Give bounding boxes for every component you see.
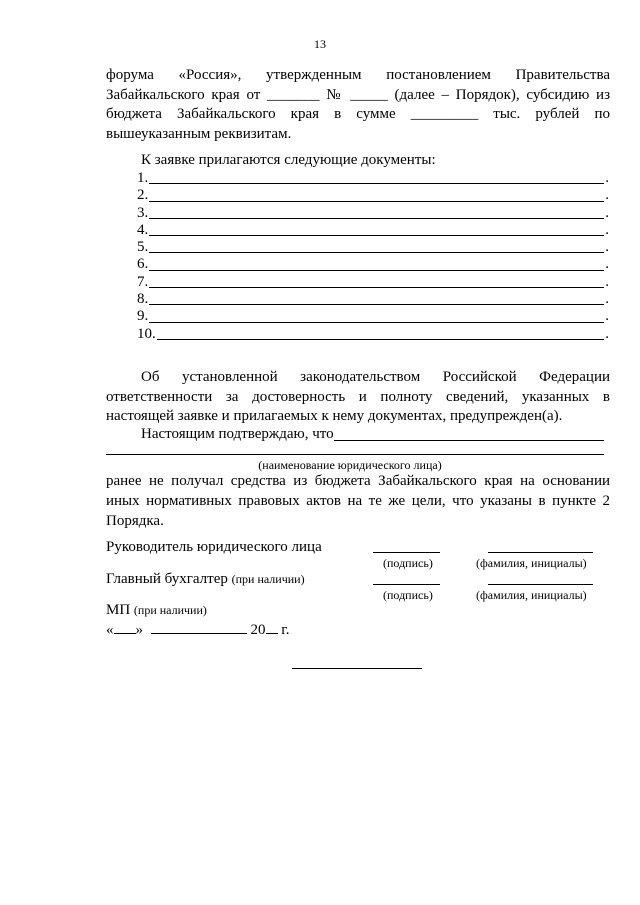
responsibility-line-3: настоящей заявке и прилагаемых к нему документах, предупрежден(а). — [106, 408, 563, 424]
attachment-item: 7. . — [137, 273, 609, 290]
received-line-2: иных нормативных правовых актов на те же цели, что указаны в пункте 2 — [106, 493, 610, 509]
received-line-1: ранее не получал средства из бюджета Забайкальского края на основании — [106, 473, 610, 489]
page-number: 13 — [314, 37, 326, 51]
attachment-item: 4. . — [137, 221, 609, 238]
received-paragraph — [106, 471, 610, 531]
intro-line-2: Забайкальского края от _______ № _____ (далее – Порядок), субсидию из — [106, 86, 610, 103]
intro-line-3: бюджета Забайкальского края в сумме _________ тыс. рублей по — [106, 106, 610, 122]
stamp-label: МП — [106, 602, 131, 618]
attachment-blank-line[interactable] — [149, 169, 604, 184]
head-signature-line[interactable] — [373, 552, 440, 553]
head-label: Руководитель юридического лица — [106, 539, 322, 555]
accountant-label-row — [106, 570, 305, 588]
intro-line-1: форума «Россия», утвержденным постановлением Правительства — [106, 67, 610, 83]
attachment-blank-line[interactable] — [149, 308, 604, 323]
accountant-note: (при наличии) — [231, 572, 305, 586]
responsibility-paragraph — [106, 368, 610, 427]
responsibility-line-1: Об установленной законодательством Российской Федерации — [141, 369, 610, 385]
organization-name-caption: (наименование юридического лица) — [258, 458, 442, 472]
attachment-item: 5. . — [137, 239, 609, 256]
accountant-label: Главный бухгалтер — [106, 571, 228, 587]
attachment-blank-line[interactable] — [149, 256, 604, 271]
date-day-blank[interactable] — [114, 620, 136, 634]
attachment-item: 9. . — [137, 308, 609, 325]
attachment-item: 3. . — [137, 204, 609, 221]
organization-name-line-2[interactable] — [106, 454, 604, 455]
head-name-line[interactable] — [488, 552, 593, 553]
attachment-blank-line[interactable] — [149, 290, 604, 305]
date-row: « » 20 г. — [106, 622, 290, 638]
head-signature-caption: (подпись) — [383, 556, 433, 570]
end-separator-line — [292, 668, 422, 669]
accountant-name-line[interactable] — [488, 584, 593, 585]
attachments-list — [137, 170, 609, 343]
attachment-item: 10. . — [137, 325, 609, 342]
organization-name-line[interactable] — [334, 426, 604, 441]
date-year-blank[interactable] — [266, 620, 278, 634]
received-line-3: Порядка. — [106, 513, 164, 529]
accountant-name-caption: (фамилия, инициалы) — [476, 588, 587, 602]
intro-paragraph — [106, 66, 610, 144]
attachment-blank-line[interactable] — [149, 187, 604, 202]
date-month-blank[interactable] — [151, 620, 247, 634]
attachment-item: 6. . — [137, 256, 609, 273]
attachment-blank-line[interactable] — [149, 204, 604, 219]
stamp-note: (при наличии) — [133, 603, 207, 617]
attachment-blank-line[interactable] — [149, 273, 604, 288]
attachment-item: 1. . — [137, 170, 609, 186]
attachment-item: 8. . — [137, 291, 609, 308]
attachments-heading: К заявке прилагаются следующие документы: — [141, 152, 436, 168]
attachment-blank-line[interactable] — [157, 325, 605, 340]
attachment-blank-line[interactable] — [149, 221, 604, 236]
head-name-caption: (фамилия, инициалы) — [476, 556, 587, 570]
intro-line-4: вышеуказанным реквизитам. — [106, 125, 292, 142]
responsibility-line-2: ответственности за достоверность и полноту сведений, указанных в — [106, 388, 610, 405]
attachment-item: 2. . — [137, 187, 609, 204]
attachment-blank-line[interactable] — [149, 238, 604, 253]
accountant-signature-line[interactable] — [373, 584, 440, 585]
accountant-signature-caption: (подпись) — [383, 588, 433, 602]
confirm-row — [141, 425, 604, 444]
stamp-row — [106, 601, 207, 619]
confirm-text: Настоящим подтверждаю, что — [141, 426, 334, 442]
